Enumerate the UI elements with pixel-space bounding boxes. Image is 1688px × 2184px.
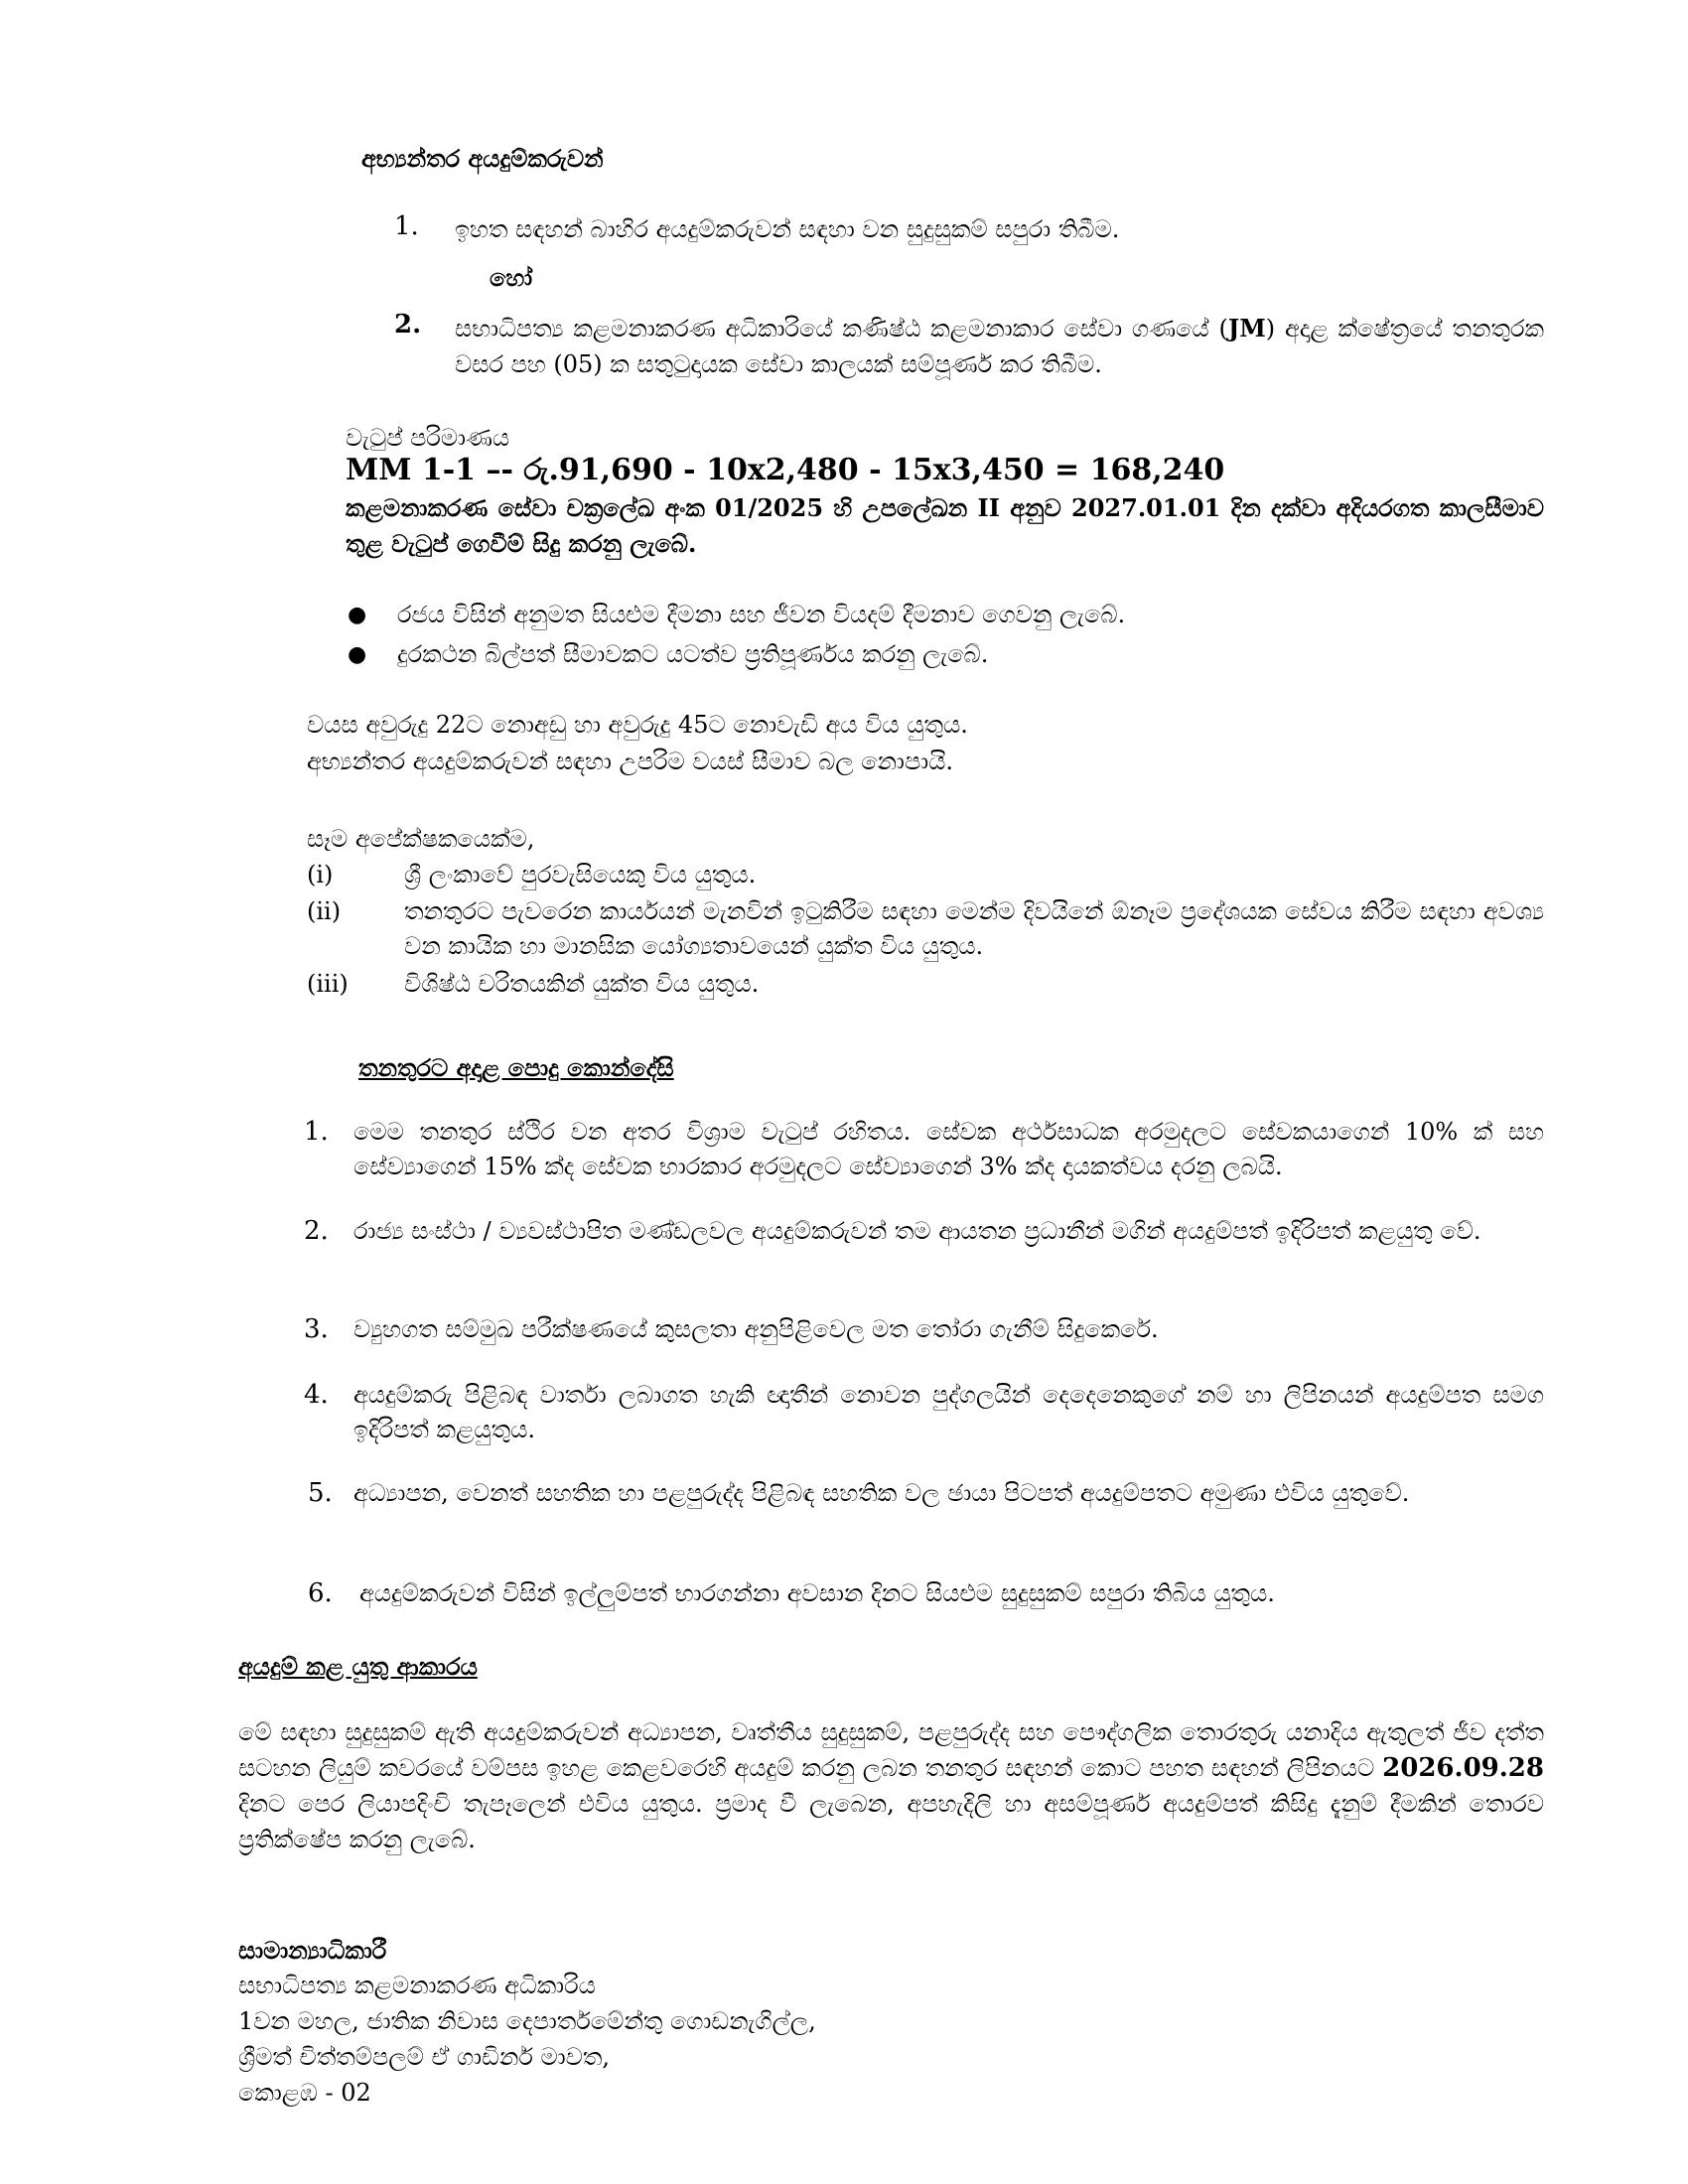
- or-text: හෝ: [490, 263, 533, 292]
- condition-number: 5.: [308, 1478, 333, 1508]
- general-conditions-heading: තනතුරට අදාළ පොදු කොන්දේසි: [358, 1053, 674, 1082]
- salary-note-a: කළමනාකරණ සේවා චක්‍රලේඛ අංක: [346, 493, 716, 522]
- condition-text: අධ්‍යාපන, වෙනත් සහතික හා පළපුරුද්ද පිළිබඳ සහතික වල ඡායා පිටපත් අයදුම්පතට අමුණා එවිය යුතුවේ.: [353, 1479, 1410, 1507]
- condition-item: [304, 1476, 1544, 1548]
- allowance-text: රජය විසින් අනුමත සියළුම දීමනා සහ ජීවන වියදම් දීමනාව ගෙවනු ලැබේ.: [397, 601, 1126, 628]
- roman-number: (i): [307, 861, 334, 888]
- list-item: [348, 637, 1544, 672]
- how-to-apply-paragraph: [238, 1714, 1544, 1857]
- how-to-apply-heading: අයදුම් කළ යුතු ආකාරය: [238, 1652, 478, 1681]
- application-deadline: 2026.09.28: [1382, 1753, 1544, 1783]
- condition-item: [304, 1378, 1544, 1449]
- roman-number: (iii): [307, 970, 349, 998]
- candidate-requirement: [307, 894, 1544, 966]
- salary-note-b: හි උපලේඛන: [823, 493, 978, 522]
- age-limit-line-2: අභ්‍යන්තර අයදුම්කරුවන් සඳහා උපරිම වයස් සීමාව බල නොපායි.: [307, 748, 953, 775]
- condition-text: ව්‍යුහගත සම්මුඛ පරීක්ෂණයේ කුසලතා අනුපිළිවෙල මත තෝරා ගැනීම් සිදුකෙරේ.: [353, 1315, 1159, 1343]
- roman-number: (ii): [307, 897, 342, 925]
- salary-payment-note: [346, 490, 1544, 562]
- allowance-text: දුරකථන බිල්පත් සීමාවකට යටත්ව ප්‍රතිපූර්ණය කරනු ලැබේ.: [397, 640, 989, 668]
- candidate-intro: සෑම අපේක්ෂකයෙක්ම,: [307, 825, 535, 853]
- candidate-requirement: [307, 858, 1544, 892]
- requirement-2-text-a: සභාධිපත්‍ය කළමනාකරණ අධිකාරියේ කණිෂ්ඨ කළමනාකාර සේවා ගණයේ (: [455, 315, 1228, 342]
- bullet-icon: ●: [348, 603, 367, 627]
- salary-date: 2027.01.01: [1071, 493, 1221, 522]
- address-line-1: සභාධිපත්‍ය කළමනාකරණ අධිකාරිය: [238, 1972, 596, 1999]
- requirement-2-number: 2.: [394, 310, 422, 340]
- bullet-icon: ●: [348, 642, 367, 667]
- condition-text: රාජ්‍ය සංස්ථා / ව්‍යවස්ථාපිත මණ්ඩලවල අයදුම්කරුවන් තම ආයතන ප්‍රධානීන් මගින් අයදුම්පත් ඉදිරිපත් කළයුතු වේ.: [353, 1217, 1481, 1245]
- address-line-3: ශ්‍රීමත් චිත්තම්පලම් ඒ ගාඩිනර් මාවත,: [238, 2043, 610, 2071]
- requirement-2-text: [455, 311, 1544, 382]
- apply-text-b: දිනට පෙර ලියාපදිංචි තැපෑලෙන් එවිය යුතුය. ප්‍රමාද වී ලැබෙන, අපහැදිලි හා අසම්පූර්ණ අයදුම්පත් කිසිදු දැනුම් දීමකින් තොරව ප්‍රතික්ෂේප කරනු ලැබේ.: [238, 1790, 1544, 1853]
- circular-number: 01/2025: [715, 493, 824, 522]
- jm-code: JM: [1227, 314, 1266, 342]
- condition-number: 3.: [304, 1314, 329, 1344]
- condition-item: [304, 1115, 1544, 1186]
- requirement-2-text-b: ) අදාළ ක්ෂේත්‍රයේ තනතුරක වසර පහ (05) ක සතුටුදායක සේවා කාලයක් සම්පූර්ණ කර තිබීම.: [455, 315, 1544, 378]
- condition-number: 6.: [308, 1578, 333, 1608]
- list-item: [348, 598, 1544, 632]
- internal-applicants-heading: අභ්‍යන්තර අයදුම්කරුවන්: [361, 144, 604, 173]
- condition-text: අයදුම්කරු පිළිබඳ වාර්තා ලබාගත හැකි ඥාතීන් නොවන පුද්ගලයින් දෙදෙනෙකුගේ නම් හා ලිපිනයන් අයදුම්පත සමග ඉදිරිපත් කළයුතුය.: [353, 1381, 1544, 1443]
- apply-text-a: මේ සඳහා සුදුසුකම් ඇති අයදුම්කරුවන් අධ්‍යාපන, වෘත්තීය සුදුසුකම්, පළපුරුද්ද සහ පෞද්ගලික තොරතුරු යනාදිය ඇතුලත් ජීව දත්ත සටහන ලියුම් කවරයේ වම්පස ඉහළ කෙළවරෙහි අයදුම් කරනු ලබන තනතුර සඳහන් කොට පහත සඳහන් ලිපිනයට: [238, 1718, 1544, 1782]
- condition-number: 1.: [304, 1117, 329, 1147]
- allowances-list: [348, 598, 1544, 677]
- candidate-requirement-text: විශිෂ්ඨ චරිතයකින් යුක්ත විය යුතුය.: [404, 970, 760, 998]
- age-limit-line-1: වයස අවුරුදු 22ට නොඅඩු හා අවුරුදු 45ට නොවැඩි අය විය යුතුය.: [307, 711, 968, 739]
- condition-item: [304, 1576, 1544, 1611]
- salary-note-c: අනුව: [1000, 493, 1072, 522]
- salary-scale-label: වැටුප් පරිමාණය: [346, 424, 510, 452]
- requirement-1-text: ඉහත සඳහන් බාහිර අයදුම්කරුවන් සඳහා වන සුදුසුකම් සපුරා තිබීම.: [455, 215, 1120, 243]
- salary-note-d: දින දක්වා අදියරගත කාලසීමාව තුළ වැටුප් ගෙවීම් සිදු කරනු ලැබේ.: [346, 493, 1544, 558]
- condition-text: මෙම තනතුර ස්ථිර වන අතර විශ්‍රාම වැටුප් රහිතය. සේවක අර්ථසාධක අරමුදලට සේවකයාගෙන් 10% ක් සහ සේව්‍යාගෙන් 15% ක්ද සේවක භාරකාර අරමුදලට සේව්‍යාගෙන් 3% ක්ද දායකත්වය දරනු ලබයි.: [353, 1118, 1544, 1180]
- address-line-4: කොළඹ - 02: [238, 2079, 371, 2107]
- candidate-requirement-text: තනතුරට පැවරෙන කාර්යයන් මැනවින් ඉටුකිරීම සඳහා මෙන්ම දිවයිනේ ඕනෑම ප්‍රදේශයක සේවය කිරීම සඳහා අවශ්‍ය වන කායික හා මානසික යෝග්‍යතාවයෙන් යුක්ත විය යුතුය.: [404, 897, 1544, 960]
- salary-scale-value: MM 1-1 –- රු.91,690 - 10x2,480 - 15x3,450 = 168,240: [346, 453, 1225, 487]
- candidate-requirement-text: ශ්‍රී ලංකාවේ පුරවැසියෙකු විය යුතුය.: [404, 861, 757, 888]
- condition-item: [304, 1312, 1544, 1347]
- requirement-1-number: 1.: [394, 211, 419, 241]
- signatory-title: සාමාන්‍යාධිකාරී: [238, 1936, 387, 1965]
- condition-number: 4.: [304, 1380, 329, 1410]
- address-line-2: 1වන මහල, ජාතික නිවාස දෙපාර්තමේන්තු ගොඩනැගිල්ල,: [238, 2007, 816, 2035]
- condition-text: අයදුම්කරුවන් විසින් ඉල්ලුම්පත් භාරගන්නා අවසාන දිනට සියළුම සුදුසුකම් සපුරා තිබිය යුතුය.: [359, 1579, 1275, 1607]
- condition-number: 2.: [304, 1216, 329, 1246]
- schedule-number: II: [977, 493, 1000, 522]
- condition-item: [304, 1214, 1544, 1286]
- candidate-requirement: [307, 967, 1544, 1002]
